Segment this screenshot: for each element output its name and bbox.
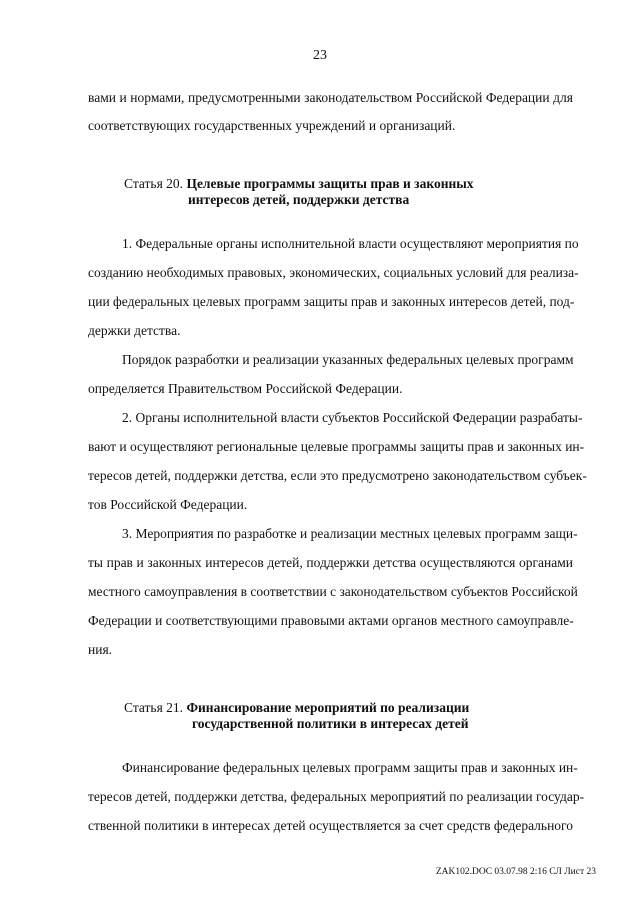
body-line: ственной политики в интересах детей осуществляется за счет средств федерального xyxy=(88,818,573,833)
body-line: тересов детей, поддержки детства, если это предусмотрено законодательством субъек- xyxy=(88,468,587,483)
body-line: ты прав и законных интересов детей, поддержки детства осуществляются органами xyxy=(88,555,573,570)
body-line: местного самоуправления в соответствии с законодательством субъектов Российской xyxy=(88,584,578,599)
article-20-title-cont: интересов детей, поддержки детства xyxy=(188,192,410,207)
body-line: 1. Федеральные органы исполнительной власти осуществляют мероприятия по xyxy=(122,236,579,251)
body-line: Порядок разработки и реализации указанных федеральных целевых программ xyxy=(122,352,574,367)
body-line: вают и осуществляют региональные целевые программы защиты прав и законных ин- xyxy=(88,439,585,454)
body-line: держки детства. xyxy=(88,323,181,338)
body-line: вами и нормами, предусмотренными законодательством Российской Федерации для xyxy=(88,90,573,105)
article-21-heading xyxy=(124,700,469,716)
body-line: Федерации и соответствующими правовыми актами органов местного самоуправле- xyxy=(88,613,574,628)
article-21-title-cont: государственной политики в интересах детей xyxy=(192,716,469,731)
article-20-heading xyxy=(124,176,474,192)
body-line: ции федеральных целевых программ защиты прав и законных интересов детей, под- xyxy=(88,294,575,309)
page-number: 23 xyxy=(313,48,327,63)
body-line: определяется Правительством Российской Федерации. xyxy=(88,381,403,396)
article-20-number: Статья 20. xyxy=(124,176,184,191)
body-line: 3. Мероприятия по разработке и реализации местных целевых программ защи- xyxy=(122,526,578,541)
body-line: 2. Органы исполнительной власти субъектов Российской Федерации разрабаты- xyxy=(122,410,583,425)
body-line: тересов детей, поддержки детства, федеральных мероприятий по реализации государ- xyxy=(88,789,585,804)
body-line: тов Российской Федерации. xyxy=(88,497,248,512)
body-line: ния. xyxy=(88,642,113,657)
article-21-number: Статья 21. xyxy=(124,700,184,715)
document-footer: ZAK102.DOC 03.07.98 2:16 СЛ Лист 23 xyxy=(435,867,596,877)
article-20-title: Целевые программы защиты прав и законных xyxy=(186,176,474,191)
article-21-title: Финансирование мероприятий по реализации xyxy=(186,700,470,715)
body-line: соответствующих государственных учреждений и организаций. xyxy=(88,118,456,133)
body-line: Финансирование федеральных целевых программ защиты прав и законных ин- xyxy=(122,760,578,775)
body-line: созданию необходимых правовых, экономических, социальных условий для реализа- xyxy=(88,265,579,280)
